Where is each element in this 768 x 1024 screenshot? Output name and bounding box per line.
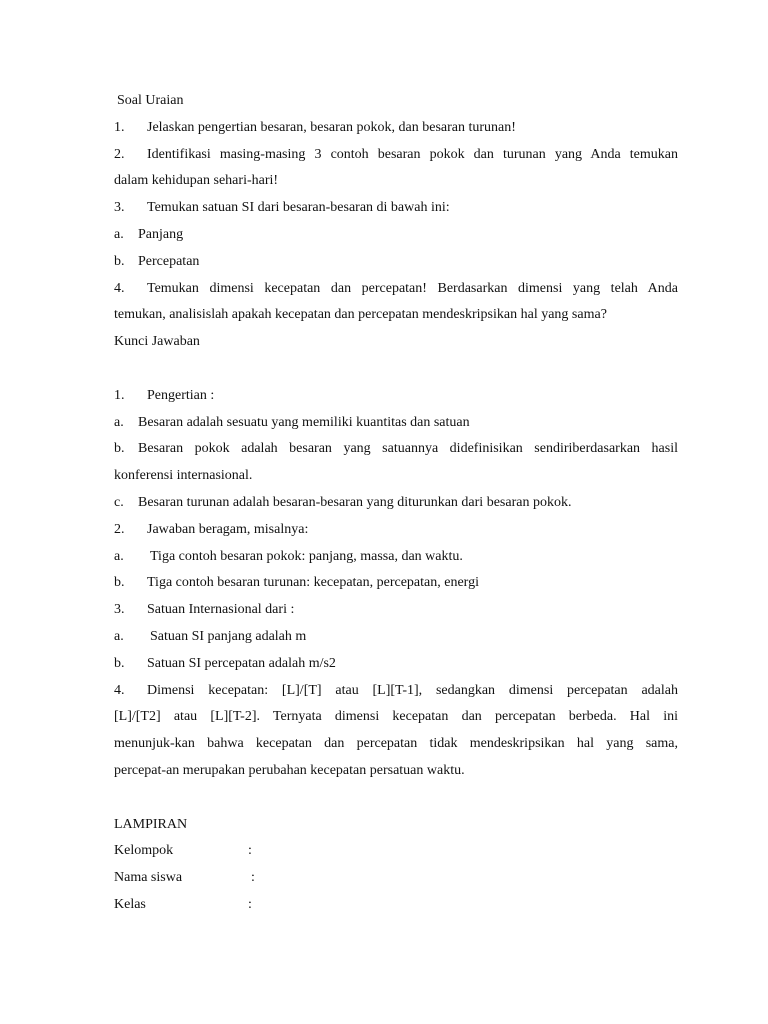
question-text: Identifikasi masing-masing 3 contoh besaran pokok dan turunan yang Anda temukan [147, 146, 678, 162]
blank-line [114, 785, 678, 812]
sub-text: Besaran pokok adalah besaran yang satuannya didefinisikan sendiriberdasarkan hasil [138, 441, 678, 457]
answer-3b [114, 651, 678, 678]
answer-2 [114, 517, 678, 544]
document-page [114, 88, 678, 919]
sub-letter: b. [114, 253, 125, 269]
answer-1b-line-2: konferensi internasional. [114, 468, 253, 484]
answer-text: Jawaban beragam, misalnya: [147, 521, 309, 537]
sub-letter: a. [114, 414, 124, 430]
sub-letter: c. [114, 494, 124, 510]
field-label: Kelompok [114, 843, 174, 859]
sub-letter: a. [114, 548, 124, 564]
sub-letter: a. [114, 628, 124, 644]
sub-text: Satuan SI percepatan adalah m/s2 [147, 655, 336, 671]
lampiran-field-nama-siswa [114, 865, 678, 892]
answer-2b [114, 570, 678, 597]
answer-3a [114, 624, 678, 651]
answer-4-line-1 [114, 678, 678, 705]
sub-text: Besaran adalah sesuatu yang memiliki kuantitas dan satuan [138, 414, 470, 430]
question-number: 1. [114, 119, 125, 135]
question-number: 4. [114, 280, 125, 296]
answer-text: Satuan Internasional dari : [147, 602, 295, 618]
sub-letter: b. [114, 441, 125, 457]
question-3a [114, 222, 678, 249]
kunci-title: Kunci Jawaban [114, 334, 200, 350]
answer-2a [114, 544, 678, 571]
sub-text: Panjang [138, 226, 184, 242]
sub-letter: a. [114, 226, 124, 242]
sub-text: Percepatan [138, 253, 200, 269]
answer-4-line-2: [L]/[T2] atau [L][T-2]. Ternyata dimensi kecepatan dan percepatan berbeda. Hal ini [114, 709, 678, 725]
soal-title: Soal Uraian [117, 93, 184, 108]
lampiran-field-kelompok [114, 838, 678, 865]
question-2-line-1 [114, 142, 678, 169]
question-text: Temukan dimensi kecepatan dan percepatan! Berdasarkan dimensi yang telah Anda [147, 280, 678, 296]
answer-1b-line-1 [114, 436, 678, 463]
field-separator: : [248, 843, 252, 859]
question-2-line-2: dalam kehidupan sehari-hari! [114, 173, 279, 189]
field-separator: : [251, 870, 255, 886]
answer-number: 3. [114, 602, 125, 618]
sub-letter: b. [114, 655, 125, 671]
question-3b [114, 249, 678, 276]
sub-text: Tiga contoh besaran pokok: panjang, massa, dan waktu. [150, 548, 463, 564]
field-label: Nama siswa [114, 870, 183, 886]
question-4-line-2: temukan, analisislah apakah kecepatan dan percepatan mendeskripsikan hal yang sama? [114, 307, 607, 323]
question-text: Temukan satuan SI dari besaran-besaran di bawah ini: [147, 200, 450, 216]
answer-3 [114, 597, 678, 624]
sub-text: Satuan SI panjang adalah m [150, 628, 307, 644]
question-1 [114, 115, 678, 142]
blank-line [114, 356, 678, 383]
question-3 [114, 195, 678, 222]
answer-4-line-4: percepat-an merupakan perubahan kecepatan persatuan waktu. [114, 762, 465, 778]
answer-number: 2. [114, 521, 125, 537]
answer-text: Dimensi kecepatan: [L]/[T] atau [L][T-1], sedangkan dimensi percepatan adalah [147, 682, 678, 698]
answer-1 [114, 383, 678, 410]
field-label: Kelas [114, 896, 146, 912]
answer-1c [114, 490, 678, 517]
answer-number: 1. [114, 387, 125, 403]
answer-text: Pengertian : [147, 387, 215, 403]
question-number: 2. [114, 146, 125, 162]
sub-text: Tiga contoh besaran turunan: kecepatan, percepatan, energi [147, 575, 479, 591]
sub-letter: b. [114, 575, 125, 591]
answer-number: 4. [114, 682, 125, 698]
question-number: 3. [114, 200, 125, 216]
field-separator: : [248, 896, 252, 912]
lampiran-field-kelas [114, 892, 678, 919]
question-text: Jelaskan pengertian besaran, besaran pokok, dan besaran turunan! [147, 119, 516, 135]
answer-4-line-3: menunjuk-kan bahwa kecepatan dan percepatan tidak mendeskripsikan hal yang sama, [114, 736, 678, 752]
answer-1a [114, 410, 678, 437]
lampiran-title: LAMPIRAN [114, 816, 188, 832]
sub-text: Besaran turunan adalah besaran-besaran yang diturunkan dari besaran pokok. [138, 494, 572, 510]
question-4-line-1 [114, 276, 678, 303]
